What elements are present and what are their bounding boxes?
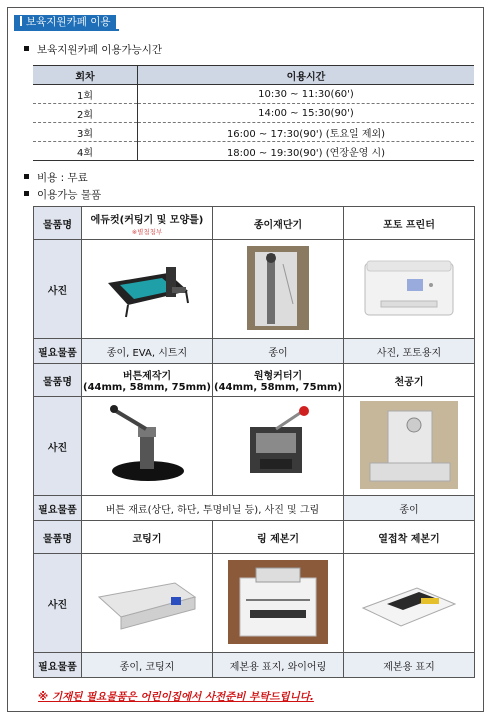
item-required: 종이, EVA, 시트지 (82, 339, 213, 364)
item-note: ※별첨첨부 (131, 227, 163, 236)
item-name-row (34, 364, 475, 397)
item-name: 코팅기 (82, 521, 213, 554)
bullet-hours: 보육지원카페 이용가능시간 (24, 44, 162, 57)
circle-cutter-photo (213, 397, 344, 496)
label-photo: 사진 (34, 554, 82, 653)
bullet-items: 이용가능 물품 (24, 189, 101, 202)
footer-note: ※ 기재된 필요물품은 어린이집에서 사전준비 부탁드립니다. (38, 691, 314, 703)
item-name: 에듀컷(커팅기 및 모양틀) ※별첨첨부 (82, 207, 213, 240)
item-photo-row (34, 554, 475, 653)
item-required: 버튼 재료(상단, 하단, 투명비닐 등), 사진 및 그림 (82, 496, 344, 521)
item-name: 버튼제작기 (44mm, 58mm, 75mm) (82, 364, 213, 397)
item-photo-row (34, 397, 475, 496)
paper-cutter-photo (213, 240, 344, 339)
item-name: 천공기 (344, 364, 475, 397)
schedule-row: 2회 14:00 ~ 15:30(90') (33, 104, 474, 123)
item-required: 제본용 표지, 와이어링 (213, 653, 344, 678)
section-title: 보육지원카페 이용 (14, 15, 116, 29)
label-required: 필요물품 (34, 496, 82, 521)
title-bar-mark (20, 16, 22, 26)
label-name: 물품명 (34, 521, 82, 554)
cutting-machine-photo (82, 240, 213, 339)
square-bullet-icon (24, 46, 29, 51)
item-name-row (34, 207, 475, 240)
item-required: 종이 (344, 496, 475, 521)
button-maker-photo (82, 397, 213, 496)
label-name: 물품명 (34, 364, 82, 397)
header-session: 회차 (33, 66, 138, 85)
schedule-row: 3회 16:00 ~ 17:30(90') (토요일 제외) (33, 123, 474, 142)
label-required: 필요물품 (34, 339, 82, 364)
label-photo: 사진 (34, 240, 82, 339)
item-name-row (34, 521, 475, 554)
item-name: 포토 프린터 (344, 207, 475, 240)
schedule-header-row (33, 66, 474, 85)
item-required: 사진, 포토용지 (344, 339, 475, 364)
ring-binder-photo (213, 554, 344, 653)
label-required: 필요물품 (34, 653, 82, 678)
item-name: 종이재단기 (213, 207, 344, 240)
item-required: 종이, 코팅지 (82, 653, 213, 678)
item-name: 원형커터기 (44mm, 58mm, 75mm) (213, 364, 344, 397)
label-photo: 사진 (34, 397, 82, 496)
item-photo-row (34, 240, 475, 339)
photo-printer-photo (344, 240, 475, 339)
square-bullet-icon (24, 174, 29, 179)
bullet-fee: 비용 : 무료 (24, 172, 88, 185)
item-required: 제본용 표지 (344, 653, 475, 678)
schedule-row: 1회 10:30 ~ 11:30(60') (33, 85, 474, 104)
item-name: 링 제본기 (213, 521, 344, 554)
laminator-photo (82, 554, 213, 653)
label-name: 물품명 (34, 207, 82, 240)
header-time: 이용시간 (138, 66, 475, 85)
square-bullet-icon (24, 191, 29, 196)
items-table (33, 206, 475, 678)
schedule-table (33, 65, 474, 161)
thermal-binder-photo (344, 554, 475, 653)
item-required-row (34, 496, 475, 521)
punching-machine-photo (344, 397, 475, 496)
item-required-row (34, 653, 475, 678)
item-required-row (34, 339, 475, 364)
item-name: 열접착 제본기 (344, 521, 475, 554)
schedule-row: 4회 18:00 ~ 19:30(90') (연장운영 시) (33, 142, 474, 161)
item-required: 종이 (213, 339, 344, 364)
